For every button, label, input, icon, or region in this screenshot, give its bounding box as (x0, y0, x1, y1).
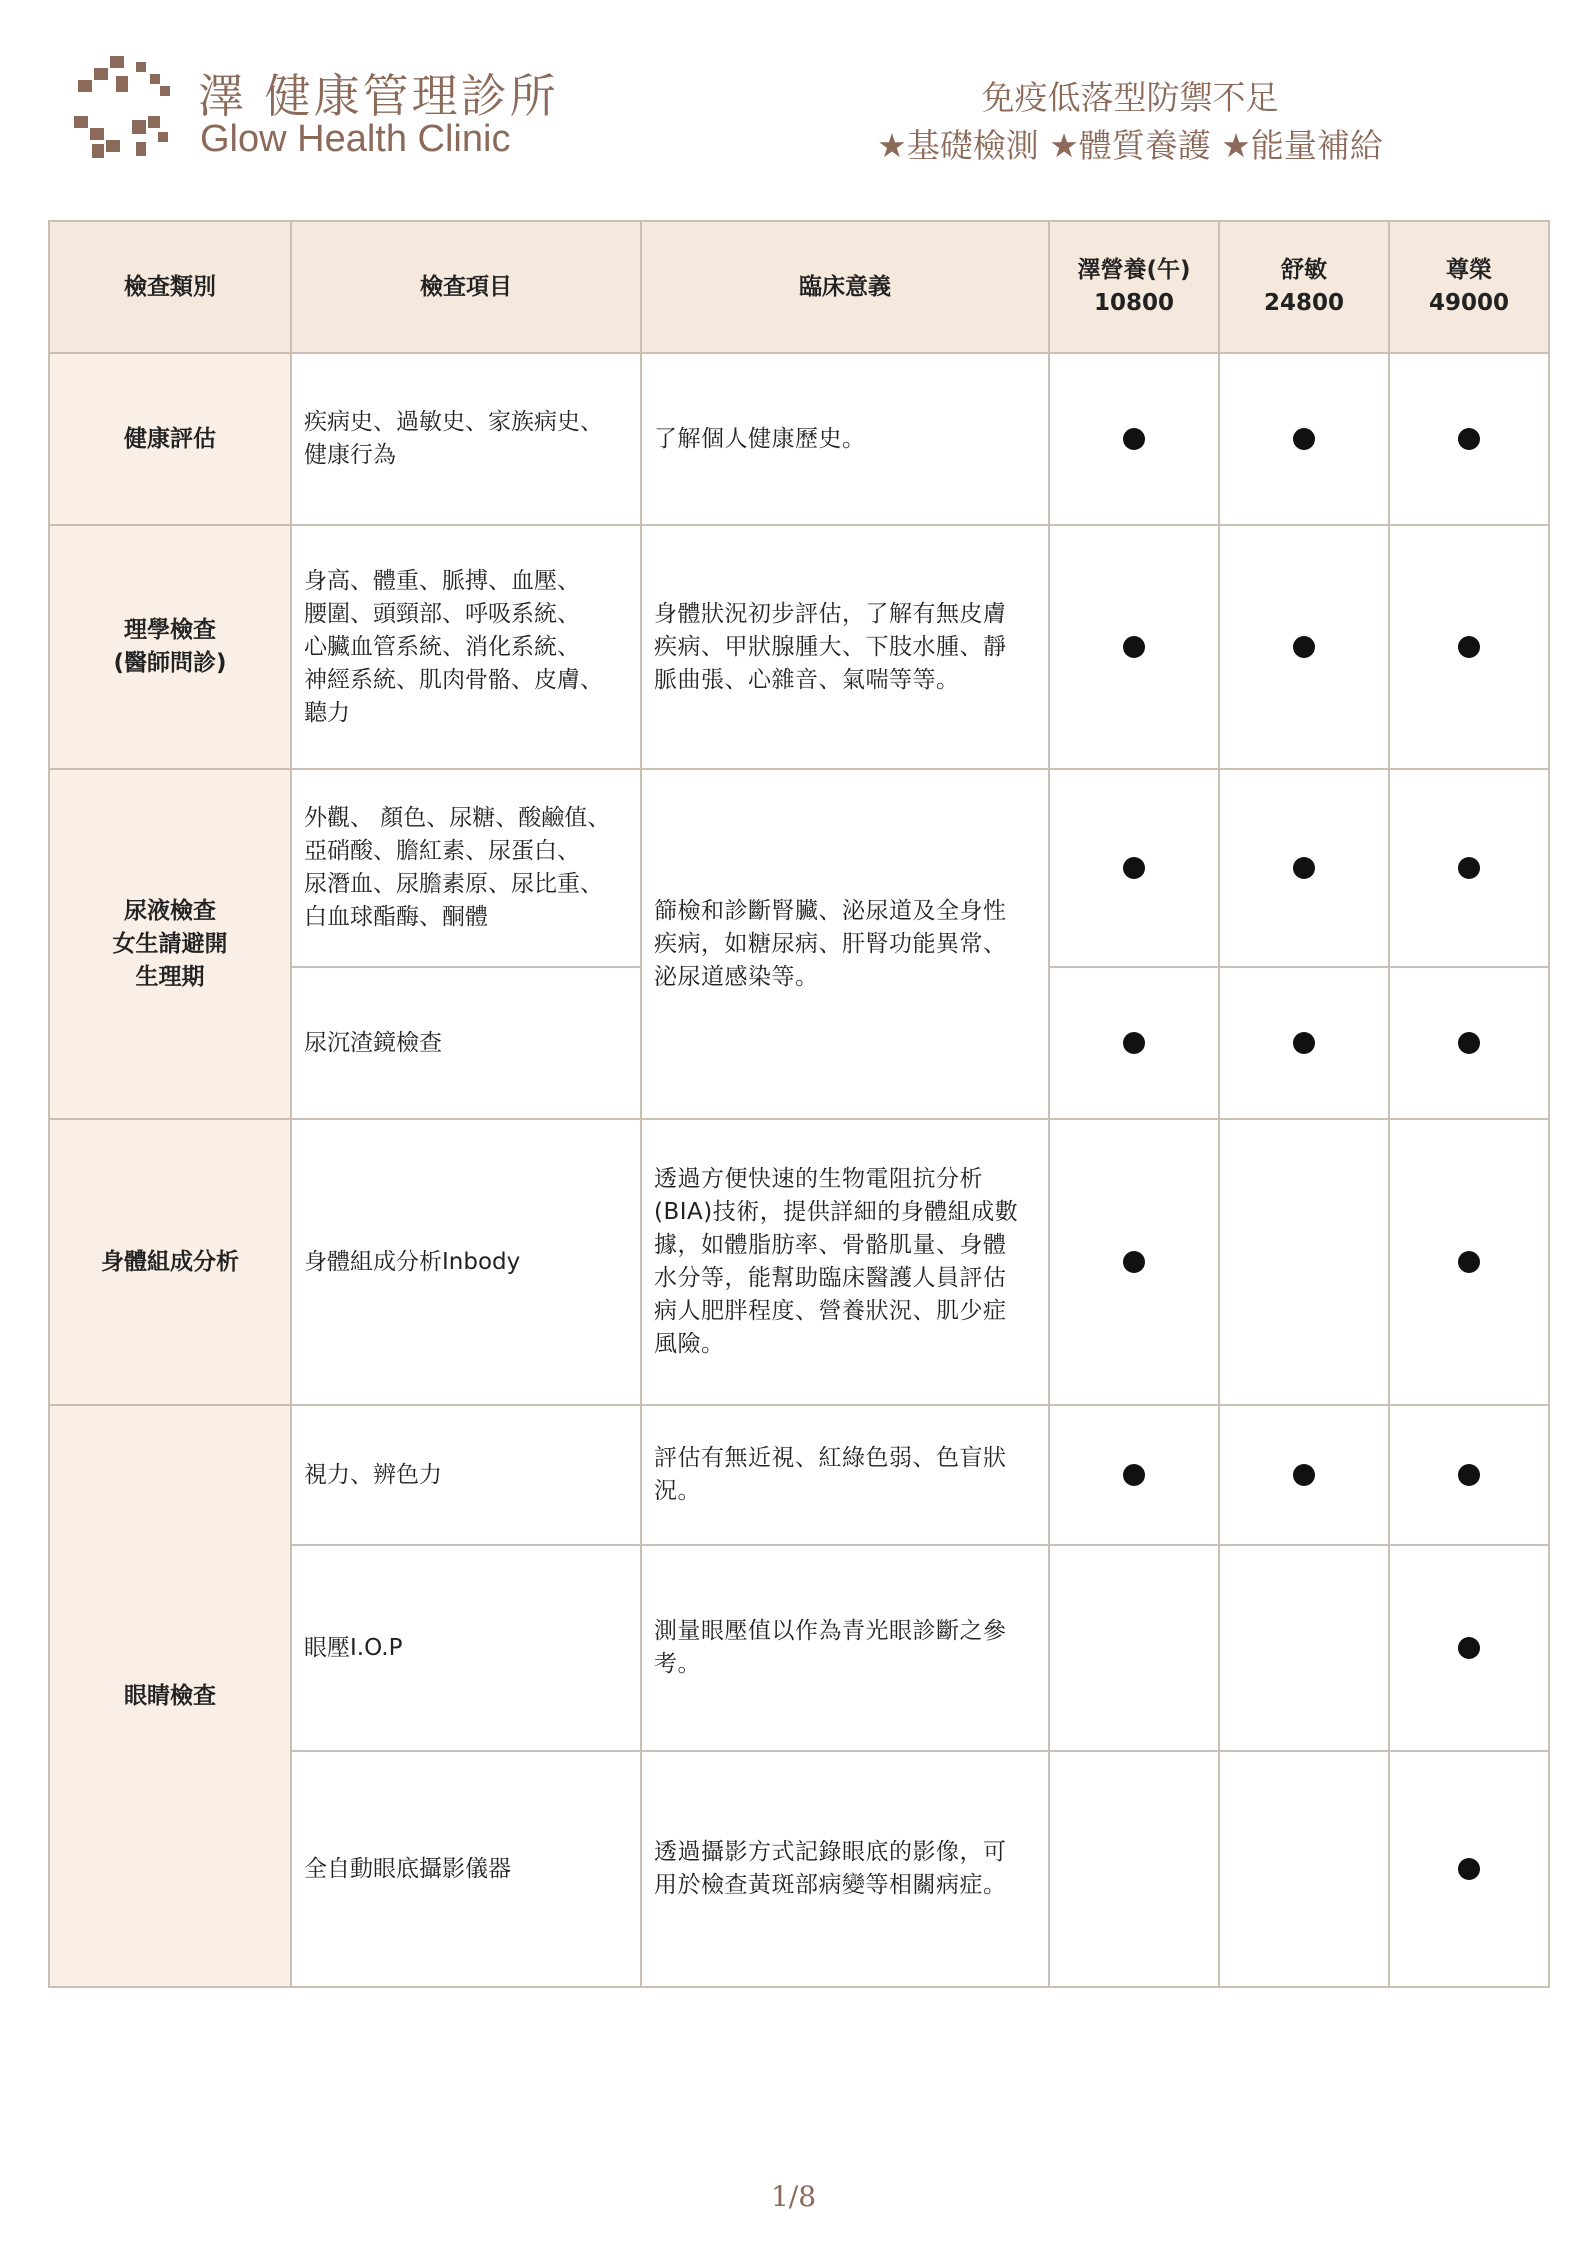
plan-inclusion-cell (1219, 353, 1389, 525)
category-label: 尿液檢查 (124, 897, 216, 924)
included-dot-icon (1458, 1251, 1480, 1273)
category-label: 女生請避開 (112, 930, 228, 957)
included-dot-icon (1293, 857, 1315, 879)
table-row (49, 525, 1549, 769)
plan-inclusion-cell (1389, 1119, 1549, 1405)
plan-inclusion-cell (1049, 353, 1219, 525)
plan-inclusion-cell (1049, 1405, 1219, 1545)
plan-inclusion-cell (1389, 353, 1549, 525)
table-row (49, 769, 1549, 967)
header-plan (1219, 221, 1389, 353)
category-label: 生理期 (135, 963, 205, 990)
category-label: 眼睛檢查 (124, 1682, 216, 1709)
item-text: 視力、辨色力 (304, 1461, 442, 1488)
included-dot-icon (1123, 1032, 1145, 1054)
clinic-logo-mark-icon (72, 52, 180, 170)
included-dot-icon (1293, 636, 1315, 658)
checkup-plan-table (48, 220, 1550, 1988)
included-dot-icon (1293, 1464, 1315, 1486)
included-dot-icon (1458, 1464, 1480, 1486)
included-dot-icon (1458, 428, 1480, 450)
item-cell (291, 1405, 641, 1545)
meaning-text: 水分等，能幫助臨床醫護人員評估 (654, 1265, 1007, 1291)
plan-price: 10800 (1093, 290, 1175, 316)
meaning-text: 評估有無近視、紅綠色弱、色盲狀 (654, 1445, 1007, 1471)
category-cell (49, 525, 291, 769)
clinic-logo (72, 52, 592, 170)
meaning-text: 透過方便快速的生物電阻抗分析 (654, 1166, 983, 1192)
meaning-text: 身體狀況初步評估，了解有無皮膚 (654, 600, 1007, 627)
item-text: 尿沉渣鏡檢查 (304, 1029, 442, 1056)
header-plan (1049, 221, 1219, 353)
header-category: 檢查類別 (49, 221, 291, 353)
meaning-text: 透過攝影方式記錄眼底的影像，可 (654, 1839, 1007, 1865)
meaning-text: 了解個人健康歷史。 (654, 425, 866, 452)
category-cell (49, 1119, 291, 1405)
package-tagline (820, 74, 1440, 170)
item-cell (291, 967, 641, 1119)
plan-inclusion-cell (1049, 1545, 1219, 1751)
meaning-text: 測量眼壓值以作為青光眼診斷之參 (654, 1618, 1007, 1644)
plan-inclusion-cell (1219, 1119, 1389, 1405)
plan-inclusion-cell (1389, 1405, 1549, 1545)
item-text: 健康行為 (304, 442, 396, 468)
meaning-text: (BIA)技術，提供詳細的身體組成數 (654, 1199, 1019, 1225)
item-text: 亞硝酸、膽紅素、尿蛋白、 (304, 838, 580, 864)
item-cell (291, 525, 641, 769)
included-dot-icon (1458, 857, 1480, 879)
plan-inclusion-cell (1049, 769, 1219, 967)
meaning-cell (641, 1751, 1049, 1987)
plan-inclusion-cell (1219, 967, 1389, 1119)
plan-name: 尊榮 (1446, 257, 1492, 283)
tagline-line-1: 免疫低落型防禦不足 (981, 78, 1279, 117)
included-dot-icon (1123, 1464, 1145, 1486)
item-text: 疾病史、過敏史、家族病史、 (304, 409, 603, 435)
included-dot-icon (1458, 1637, 1480, 1659)
header-plan (1389, 221, 1549, 353)
meaning-text: 病人肥胖程度、營養狀況、肌少症 (654, 1298, 1007, 1324)
item-text: 身高、體重、脈搏、血壓、 (304, 567, 580, 594)
category-label: 健康評估 (124, 425, 216, 452)
plan-inclusion-cell (1049, 525, 1219, 769)
meaning-text: 疾病、甲狀腺腫大、下肢水腫、靜 (654, 633, 1007, 660)
item-text: 心臟血管系統、消化系統、 (304, 633, 580, 660)
meaning-text: 據，如體脂肪率、骨骼肌量、身體 (654, 1232, 1007, 1258)
meaning-text: 考。 (654, 1651, 701, 1677)
category-cell (49, 1405, 291, 1987)
table-header-row (49, 221, 1549, 353)
included-dot-icon (1293, 1032, 1315, 1054)
tagline-line-2: ★基礎檢測 ★體質養護 ★能量補給 (877, 126, 1383, 165)
plan-inclusion-cell (1219, 769, 1389, 967)
plan-inclusion-cell (1219, 1405, 1389, 1545)
included-dot-icon (1458, 1032, 1480, 1054)
meaning-cell (641, 525, 1049, 769)
plan-price: 49000 (1428, 290, 1510, 316)
plan-inclusion-cell (1219, 525, 1389, 769)
item-text: 身體組成分析Inbody (304, 1248, 521, 1275)
meaning-cell (641, 769, 1049, 1119)
table-row (49, 353, 1549, 525)
included-dot-icon (1458, 636, 1480, 658)
plan-inclusion-cell (1389, 1545, 1549, 1751)
plan-inclusion-cell (1389, 525, 1549, 769)
header-meaning: 臨床意義 (641, 221, 1049, 353)
item-text: 尿潛血、尿膽素原、尿比重、 (304, 871, 603, 897)
included-dot-icon (1123, 428, 1145, 450)
item-text: 聽力 (304, 699, 350, 726)
item-text: 白血球酯酶、酮體 (304, 904, 488, 930)
included-dot-icon (1293, 428, 1315, 450)
plan-name: 澤營養(午) (1077, 257, 1191, 283)
category-cell (49, 353, 291, 525)
category-label: (醫師問診) (113, 650, 227, 676)
included-dot-icon (1123, 636, 1145, 658)
plan-inclusion-cell (1049, 1119, 1219, 1405)
meaning-text: 篩檢和診斷腎臟、泌尿道及全身性 (654, 897, 1007, 924)
clinic-name-english: Glow Health Clinic (200, 118, 511, 160)
item-cell (291, 1545, 641, 1751)
meaning-text: 泌尿道感染等。 (654, 963, 819, 990)
included-dot-icon (1123, 857, 1145, 879)
plan-inclusion-cell (1389, 769, 1549, 967)
plan-inclusion-cell (1049, 1751, 1219, 1987)
included-dot-icon (1123, 1251, 1145, 1273)
item-text: 外觀、 顏色、尿糖、酸鹼值、 (304, 805, 611, 831)
table-row (49, 1119, 1549, 1405)
meaning-text: 疾病，如糖尿病、肝腎功能異常、 (654, 930, 1007, 957)
clinic-name-chinese: 澤 健康管理診所 (198, 69, 559, 123)
item-cell (291, 353, 641, 525)
category-label: 理學檢查 (124, 617, 216, 643)
page-number: 1/8 (770, 2180, 817, 2213)
meaning-cell (641, 1405, 1049, 1545)
plan-inclusion-cell (1049, 967, 1219, 1119)
category-label: 身體組成分析 (101, 1248, 239, 1275)
plan-inclusion-cell (1219, 1751, 1389, 1987)
item-text: 全自動眼底攝影儀器 (304, 1855, 511, 1882)
meaning-text: 用於檢查黃斑部病變等相關病症。 (654, 1872, 1007, 1898)
plan-price: 24800 (1263, 290, 1345, 316)
item-cell (291, 1119, 641, 1405)
meaning-cell (641, 1545, 1049, 1751)
included-dot-icon (1458, 1858, 1480, 1880)
plan-inclusion-cell (1389, 1751, 1549, 1987)
item-text: 腰圍、頭頸部、呼吸系統、 (304, 600, 580, 627)
meaning-text: 脈曲張、心雜音、氣喘等等。 (654, 666, 960, 693)
item-text: 眼壓I.O.P (304, 1634, 403, 1661)
item-cell (291, 769, 641, 967)
meaning-cell (641, 353, 1049, 525)
item-text: 神經系統、肌肉骨骼、皮膚、 (304, 666, 603, 693)
plan-inclusion-cell (1219, 1545, 1389, 1751)
meaning-cell (641, 1119, 1049, 1405)
plan-inclusion-cell (1389, 967, 1549, 1119)
plan-name: 舒敏 (1281, 257, 1327, 283)
meaning-text: 況。 (654, 1478, 701, 1504)
table-row (49, 1405, 1549, 1545)
meaning-text: 風險。 (654, 1331, 725, 1357)
header-item: 檢查項目 (291, 221, 641, 353)
item-cell (291, 1751, 641, 1987)
category-cell (49, 769, 291, 1119)
